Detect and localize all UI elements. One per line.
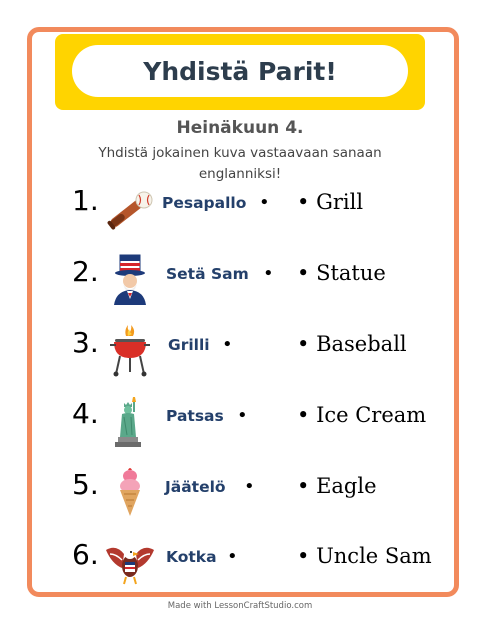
finnish-word: Jäätelö [165, 478, 226, 496]
english-word: Grill [316, 190, 364, 214]
finnish-word: Patsas [166, 407, 224, 425]
match-row-2 [0, 251, 480, 311]
english-word: Baseball [316, 332, 407, 356]
eagle-icon [102, 534, 158, 590]
english-answer[interactable] [297, 261, 386, 285]
right-match-dot[interactable]: • [297, 332, 310, 356]
statue-of-liberty-icon [102, 393, 158, 449]
footer-credit: Made with LessonCraftStudio.com [167, 601, 313, 611]
ice-cream-icon [102, 464, 158, 520]
match-row-3 [0, 322, 480, 382]
english-answer[interactable] [297, 332, 407, 356]
subtitle-date: Heinäkuun 4. [176, 118, 304, 138]
left-match-dot[interactable]: • [237, 405, 248, 426]
left-match-dot[interactable]: • [259, 192, 270, 213]
right-match-dot[interactable]: • [297, 474, 310, 498]
english-word: Eagle [316, 474, 377, 498]
instructions [60, 143, 420, 185]
english-answer[interactable] [297, 190, 363, 214]
title-banner [55, 34, 425, 110]
finnish-word: Pesapallo [162, 194, 247, 212]
item-number: 5. [72, 468, 99, 501]
item-number: 1. [72, 184, 99, 217]
left-match-dot[interactable]: • [222, 334, 233, 355]
finnish-word: Kotka [166, 548, 217, 566]
item-number: 2. [72, 255, 99, 288]
right-match-dot[interactable]: • [297, 403, 310, 427]
match-row-6 [0, 534, 480, 594]
item-number: 3. [72, 326, 99, 359]
item-number: 4. [72, 397, 99, 430]
match-row-1 [0, 180, 480, 240]
finnish-word: Grilli [168, 336, 210, 354]
right-match-dot[interactable]: • [297, 190, 310, 214]
english-word: Uncle Sam [316, 544, 432, 568]
finnish-word: Setä Sam [166, 265, 249, 283]
left-match-dot[interactable]: • [263, 263, 274, 284]
instructions-line-1: Yhdistä jokainen kuva vastaavaan sanaan [98, 145, 382, 161]
left-match-dot[interactable]: • [244, 476, 255, 497]
right-match-dot[interactable]: • [297, 544, 310, 568]
english-answer[interactable] [297, 474, 377, 498]
baseball-bat-icon [102, 180, 158, 236]
instructions-line-2: englanniksi! [198, 166, 282, 182]
match-row-5 [0, 464, 480, 524]
english-answer[interactable] [297, 544, 432, 568]
match-row-4 [0, 393, 480, 453]
right-match-dot[interactable]: • [297, 261, 310, 285]
item-number: 6. [72, 538, 99, 571]
grill-icon [102, 322, 158, 378]
english-word: Statue [316, 261, 386, 285]
english-word: Ice Cream [316, 403, 427, 427]
english-answer[interactable] [297, 403, 426, 427]
page-title: Yhdistä Parit! [72, 45, 408, 97]
left-match-dot[interactable]: • [227, 546, 238, 567]
uncle-sam-icon [102, 251, 158, 307]
